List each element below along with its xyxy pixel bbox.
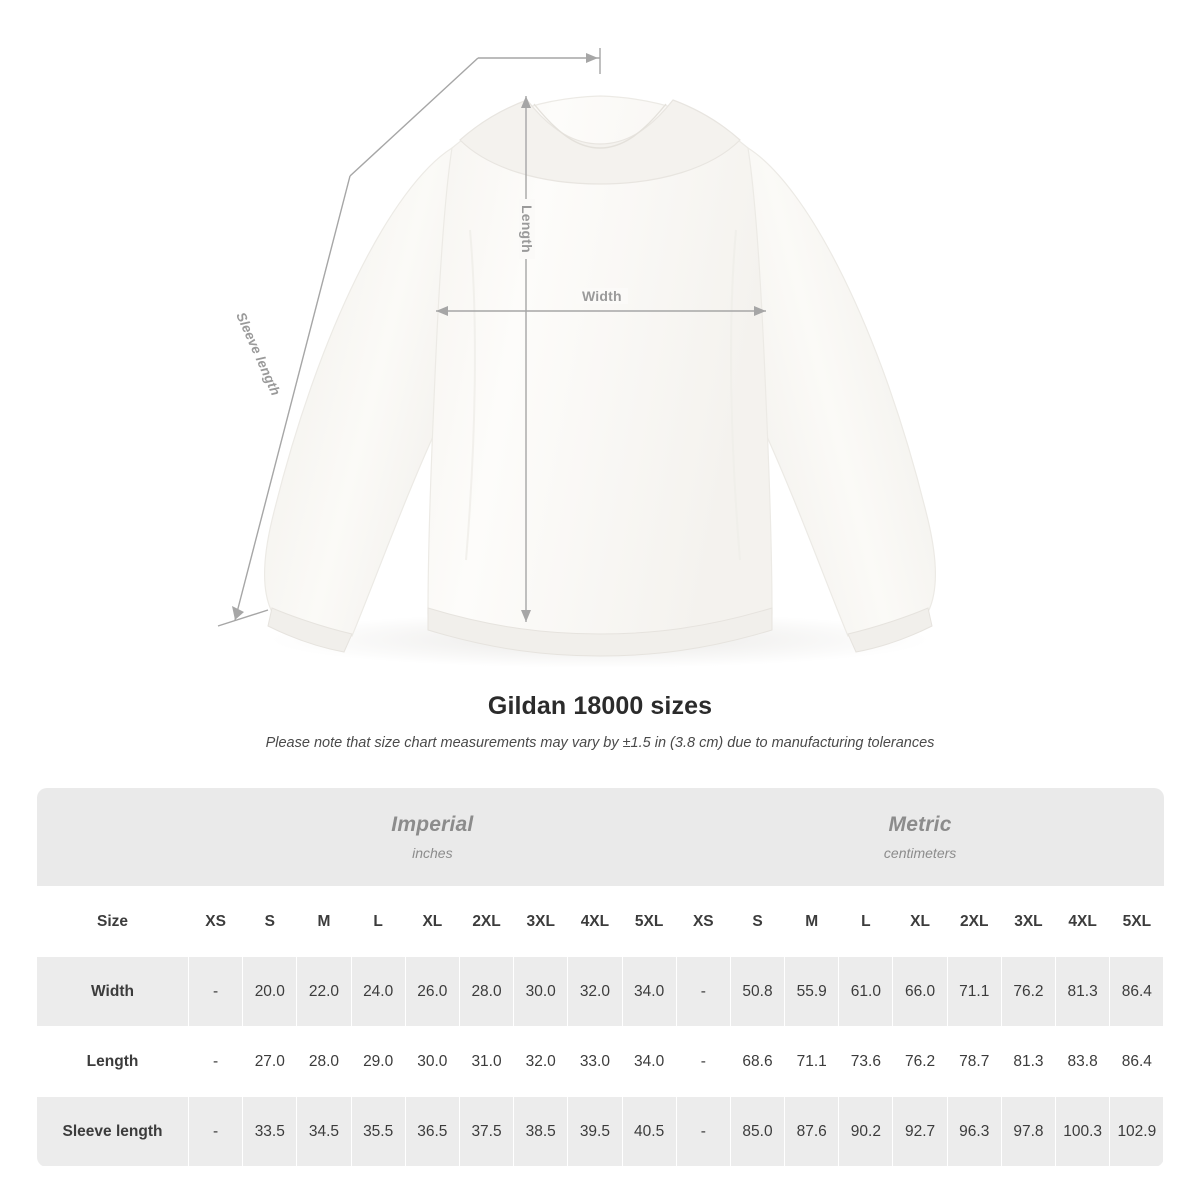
table-cell: 81.3 (1056, 957, 1110, 1027)
table-cell: - (676, 1097, 730, 1167)
table-cell: 76.2 (893, 1027, 947, 1097)
table-cell: 71.1 (785, 1027, 839, 1097)
table-cell: 24.0 (351, 957, 405, 1027)
table-cell: 27.0 (243, 1027, 297, 1097)
table-row (37, 1097, 1164, 1167)
imperial-label: Imperial (391, 813, 474, 836)
size-col-header: 2XL (459, 887, 513, 957)
size-col-header: 2XL (947, 887, 1001, 957)
table-cell: 85.0 (730, 1097, 784, 1167)
table-cell: 50.8 (730, 957, 784, 1027)
table-cell: 32.0 (568, 957, 622, 1027)
table-cell: 86.4 (1110, 1027, 1164, 1097)
table-cell: 102.9 (1110, 1097, 1164, 1167)
size-header-cell: Size (37, 887, 189, 957)
size-col-header: M (297, 887, 351, 957)
size-col-header: XS (189, 887, 243, 957)
table-cell: 32.0 (514, 1027, 568, 1097)
size-header-row (37, 887, 1164, 957)
table-cell: 81.3 (1001, 1027, 1055, 1097)
sleeve-length-dimension-label: Sleeve length (233, 310, 284, 398)
table-cell: 33.5 (243, 1097, 297, 1167)
table-cell: - (676, 957, 730, 1027)
size-col-header: 4XL (1056, 887, 1110, 957)
row-label-sleeve-length: Sleeve length (37, 1097, 189, 1167)
table-cell: 35.5 (351, 1097, 405, 1167)
table-cell: 36.5 (405, 1097, 459, 1167)
table-cell: 92.7 (893, 1097, 947, 1167)
size-col-header: 3XL (514, 887, 568, 957)
table-cell: 90.2 (839, 1097, 893, 1167)
table-cell: 78.7 (947, 1027, 1001, 1097)
title-block (0, 692, 1200, 751)
tolerance-note: Please note that size chart measurements may vary by ±1.5 in (3.8 cm) due to manufacturing tolerances (265, 735, 935, 751)
size-col-header: S (243, 887, 297, 957)
table-cell: - (676, 1027, 730, 1097)
unit-header-row (37, 788, 1164, 887)
table-cell: 30.0 (514, 957, 568, 1027)
table-cell: - (189, 1027, 243, 1097)
table-cell: 22.0 (297, 957, 351, 1027)
size-col-header: 3XL (1001, 887, 1055, 957)
size-col-header: 4XL (568, 887, 622, 957)
unit-spacer-cell (37, 788, 189, 887)
table-cell: 73.6 (839, 1027, 893, 1097)
table-cell: 61.0 (839, 957, 893, 1027)
table-cell: 38.5 (514, 1097, 568, 1167)
size-table-wrap (36, 788, 1164, 1167)
size-col-header: M (785, 887, 839, 957)
size-col-header: 5XL (1110, 887, 1164, 957)
size-col-header: XS (676, 887, 730, 957)
table-cell: 26.0 (405, 957, 459, 1027)
table-cell: 39.5 (568, 1097, 622, 1167)
table-cell: 97.8 (1001, 1097, 1055, 1167)
table-cell: 55.9 (785, 957, 839, 1027)
imperial-sub-label: inches (412, 845, 453, 861)
table-cell: 96.3 (947, 1097, 1001, 1167)
row-label-width: Width (37, 957, 189, 1027)
table-cell: 28.0 (459, 957, 513, 1027)
size-col-header: L (839, 887, 893, 957)
table-row (37, 1027, 1164, 1097)
metric-header-cell (676, 788, 1164, 887)
table-cell: 34.5 (297, 1097, 351, 1167)
table-cell: 37.5 (459, 1097, 513, 1167)
size-col-header: XL (405, 887, 459, 957)
table-cell: 30.0 (405, 1027, 459, 1097)
table-cell: 31.0 (459, 1027, 513, 1097)
table-cell: 34.0 (622, 957, 676, 1027)
width-dimension-label: Width (576, 288, 628, 304)
size-table (36, 788, 1164, 1167)
table-cell: - (189, 1097, 243, 1167)
table-cell: 66.0 (893, 957, 947, 1027)
size-col-header: 5XL (622, 887, 676, 957)
table-cell: 87.6 (785, 1097, 839, 1167)
table-cell: - (189, 957, 243, 1027)
table-cell: 83.8 (1056, 1027, 1110, 1097)
table-cell: 76.2 (1001, 957, 1055, 1027)
table-cell: 40.5 (622, 1097, 676, 1167)
table-cell: 71.1 (947, 957, 1001, 1027)
size-col-header: S (730, 887, 784, 957)
table-cell: 29.0 (351, 1027, 405, 1097)
size-col-header: XL (893, 887, 947, 957)
length-dimension-label: Length (519, 199, 535, 259)
table-cell: 100.3 (1056, 1097, 1110, 1167)
size-col-header: L (351, 887, 405, 957)
table-cell: 20.0 (243, 957, 297, 1027)
table-cell: 68.6 (730, 1027, 784, 1097)
metric-label: Metric (888, 813, 952, 836)
table-row (37, 957, 1164, 1027)
table-cell: 33.0 (568, 1027, 622, 1097)
row-label-length: Length (37, 1027, 189, 1097)
imperial-header-cell (189, 788, 677, 887)
table-cell: 34.0 (622, 1027, 676, 1097)
page-title: Gildan 18000 sizes (487, 692, 713, 720)
metric-sub-label: centimeters (883, 845, 957, 861)
table-cell: 28.0 (297, 1027, 351, 1097)
table-cell: 86.4 (1110, 957, 1164, 1027)
